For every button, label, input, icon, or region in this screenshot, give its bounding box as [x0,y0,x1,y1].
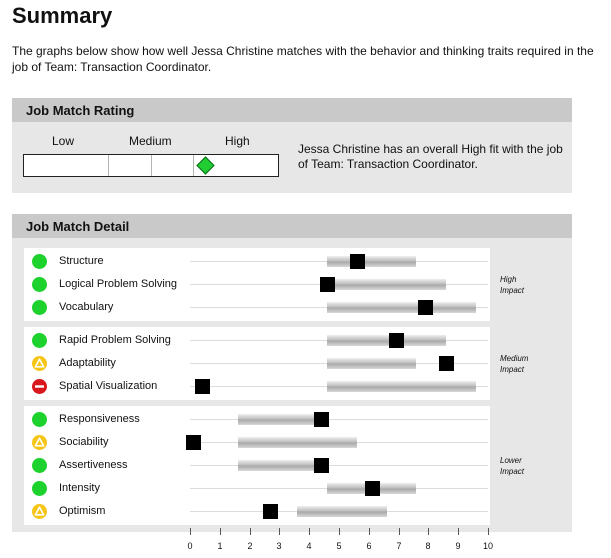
job-match-rating-header: Job Match Rating [12,98,572,122]
axis-tick-label: 2 [247,541,253,551]
axis-tick-label: 3 [276,541,282,551]
trait-name: Spatial Visualization [59,380,158,392]
match-dot-icon [32,481,47,496]
no-entry-icon [32,379,47,394]
target-range-bar [238,437,357,448]
axis-tick [488,528,489,535]
trait-row [24,500,490,523]
target-range-bar [327,302,476,313]
trait-guide-line [190,465,488,466]
trait-name: Structure [59,255,104,267]
trait-row [24,273,490,296]
score-marker [389,333,404,348]
match-dot-icon [32,458,47,473]
page-title: Summary [12,3,113,28]
trait-row [24,477,490,500]
trait-name: Rapid Problem Solving [59,334,171,346]
trait-row [24,296,490,319]
scale-high-label: High [225,134,250,148]
axis-tick [399,528,400,535]
trait-row [24,408,490,431]
impact-label [500,274,524,296]
target-range-bar [327,358,416,369]
score-marker [439,356,454,371]
axis-tick [458,528,459,535]
trait-name: Intensity [59,482,100,494]
score-axis [0,528,611,558]
trait-row [24,375,490,398]
trait-row [24,352,490,375]
match-dot-icon [32,254,47,269]
axis-tick-label: 0 [187,541,193,551]
axis-tick [190,528,191,535]
target-range-bar [297,506,386,517]
caution-icon [32,356,47,371]
impact-label [500,353,528,375]
target-range-bar [327,381,476,392]
trait-name: Logical Problem Solving [59,278,178,290]
axis-tick [309,528,310,535]
trait-row [24,250,490,273]
scale-medium-label: Medium [129,134,172,148]
axis-tick-label: 8 [425,541,431,551]
trait-group [24,248,490,321]
impact-label-line: Impact [500,364,525,374]
axis-tick-label: 7 [396,541,402,551]
trait-name: Optimism [59,505,106,517]
trait-group [24,406,490,525]
match-dot-icon [32,412,47,427]
score-marker [314,458,329,473]
trait-name: Adaptability [59,357,116,369]
trait-guide-line [190,419,488,420]
target-range-bar [327,256,416,267]
target-range-bar [327,279,446,290]
axis-tick-label: 5 [336,541,342,551]
trait-row [24,431,490,454]
axis-tick [279,528,280,535]
axis-tick [339,528,340,535]
trait-row [24,454,490,477]
rating-diamond-marker [196,156,214,174]
score-marker [314,412,329,427]
axis-tick [220,528,221,535]
trait-name: Sociability [59,436,109,448]
scale-low-label: Low [52,134,75,148]
rating-description: Jessa Christine has an overall High fit with the job of Team: Transaction Coordinator. [298,142,563,171]
match-dot-icon [32,333,47,348]
impact-label [500,455,524,477]
trait-name: Responsiveness [59,413,140,425]
score-marker [418,300,433,315]
intro-text: The graphs below show how well Jessa Christine matches with the behavior and thinking traits required in the job of Team: Transaction Coordinator. [12,44,594,74]
trait-name: Vocabulary [59,301,114,313]
impact-label-line: High [500,274,517,284]
gauge-divider [193,155,194,176]
job-match-rating-panel [12,98,572,193]
axis-tick [428,528,429,535]
gauge-divider [151,155,152,176]
target-range-bar [327,335,446,346]
score-marker [186,435,201,450]
axis-tick-label: 10 [482,541,493,551]
impact-label-line: Impact [500,466,525,476]
match-dot-icon [32,300,47,315]
score-marker [320,277,335,292]
trait-group [24,327,490,400]
score-marker [365,481,380,496]
match-dot-icon [32,277,47,292]
axis-tick-label: 6 [366,541,372,551]
score-marker [350,254,365,269]
job-match-detail-header: Job Match Detail [12,214,572,238]
trait-name: Assertiveness [59,459,128,471]
axis-tick-label: 4 [306,541,312,551]
trait-row [24,329,490,352]
impact-label-line: Impact [500,285,525,295]
score-marker [263,504,278,519]
axis-tick-label: 1 [217,541,223,551]
gauge-divider [108,155,109,176]
axis-tick [250,528,251,535]
impact-label-line: Lower [500,455,522,465]
impact-label-line: Medium [500,353,529,363]
caution-icon [32,435,47,450]
axis-tick-label: 9 [455,541,461,551]
job-match-detail-panel [12,214,572,532]
score-marker [195,379,210,394]
rating-gauge [23,154,279,177]
caution-icon [32,504,47,519]
axis-tick [369,528,370,535]
